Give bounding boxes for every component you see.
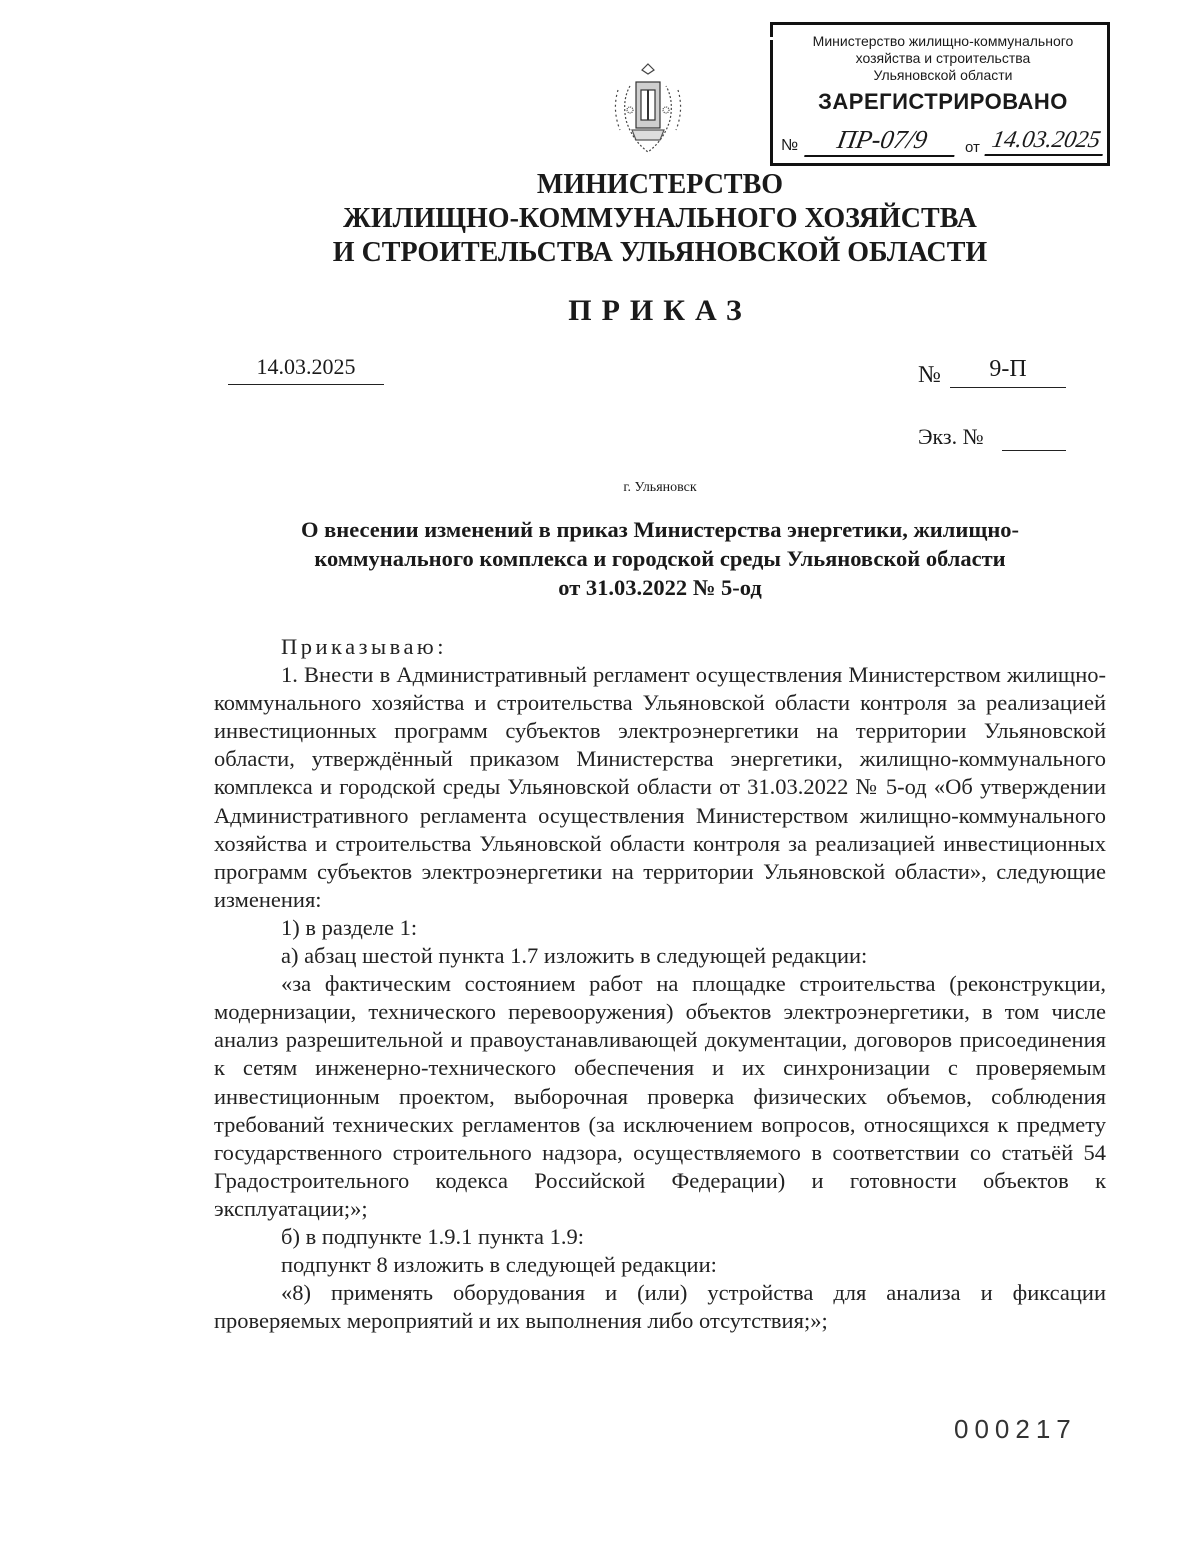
ministry-heading-line-2: ЖИЛИЩНО-КОММУНАЛЬНОГО ХОЗЯЙСТВА [343,203,977,234]
copy-number-label: Экз. № [918,424,984,449]
body-paragraph-1: 1. Внести в Административный регламент осуществления Министерством жилищно-коммунального хозяйства и строительства Ульяновской области контроля за реализацией инвестиционных программ субъектов электроэнергетики на территории Ульяновской области, утверждённый приказом Министерства энергетики, жилищно-коммунального комплекса и городской среды Ульяновской области от 31.03.2022 № 5-од «Об утверждении Административного регламента осуществления Министерством жилищно-коммунального хозяйства и строительства Ульяновской области контроля за реализацией инвестиционных программ субъектов электроэнергетики на территории Ульяновской области», следующие изменения: [214,662,1106,912]
order-subject-line-3: от 31.03.2022 № 5-од [558,575,762,600]
ministry-heading [200,168,1120,270]
body-paragraph-2: 1) в разделе 1: [281,914,418,940]
coat-of-arms-emblem [608,60,688,158]
order-number: 9-П [950,356,1066,388]
order-number-label: № [918,362,941,388]
copy-number-blank [1002,424,1066,451]
order-subject-line-2: коммунального комплекса и городской среды Ульяновской области [314,546,1006,571]
body-paragraph-3: а) абзац шестой пункта 1.7 изложить в следующей редакции: [281,943,868,969]
ministry-heading-line-1: МИНИСТЕРСТВО [536,169,784,200]
body-paragraph-6: подпункт 8 изложить в следующей редакции: [281,1252,717,1278]
stamp-organization-line-3: Ульяновской области [873,67,1013,83]
order-title: ПРИКАЗ [568,294,752,327]
city-name: г. Ульяновск [623,480,697,495]
body-paragraph-7: «8) применять оборудования и (или) устройства для анализа и фиксации проверяемых мероприятий и их выполнения либо отсутствия;»; [214,1280,1106,1334]
order-date: 14.03.2025 [228,354,384,385]
registration-stamp [770,22,1110,166]
page-serial-mark: 000217 [954,1414,1077,1444]
order-body [214,633,1106,1335]
stamp-number-value: ПР-07/9 [804,125,960,157]
order-subject-line-1: О внесении изменений в приказ Министерства энергетики, жилищно- [300,517,1020,542]
body-paragraph-4: «за фактическим состоянием работ на площадке строительства (реконструкции, модернизации, технического перевооружения) объектов электроэнергетики, в том числе анализ разрешительной и правоустанавливающей документации, договоров присоединения к сетям инженерно-технического обеспечения и их синхронизации с проверяемым инвестиционным проектом, выборочная проверка физических объемов, соблюдения требований технических регламентов (за исключением вопросов, относящихся к предмету государственного строительного надзора, осуществляемого в соответствии со статьёй 54 Градостроительного кодекса Российской Федерации) и готовности объектов к эксплуатации;»; [214,971,1106,1221]
stamp-organization-line-1: Министерство жилищно-коммунального [812,33,1074,49]
stamp-organization-line-2: хозяйства и строительства [855,50,1031,66]
decree-word: Приказываю: [281,634,447,659]
stamp-date-value: 14.03.2025 [984,127,1107,156]
stamp-number-label: № [781,137,799,154]
stamp-date-label: от [965,139,980,156]
stamp-registered-label: ЗАРЕГИСТРИРОВАНО [818,89,1068,114]
body-paragraph-5: б) в подпункте 1.9.1 пункта 1.9: [281,1223,585,1249]
ministry-heading-line-3: И СТРОИТЕЛЬСТВА УЛЬЯНОВСКОЙ ОБЛАСТИ [332,237,988,268]
order-subject [220,515,1100,602]
